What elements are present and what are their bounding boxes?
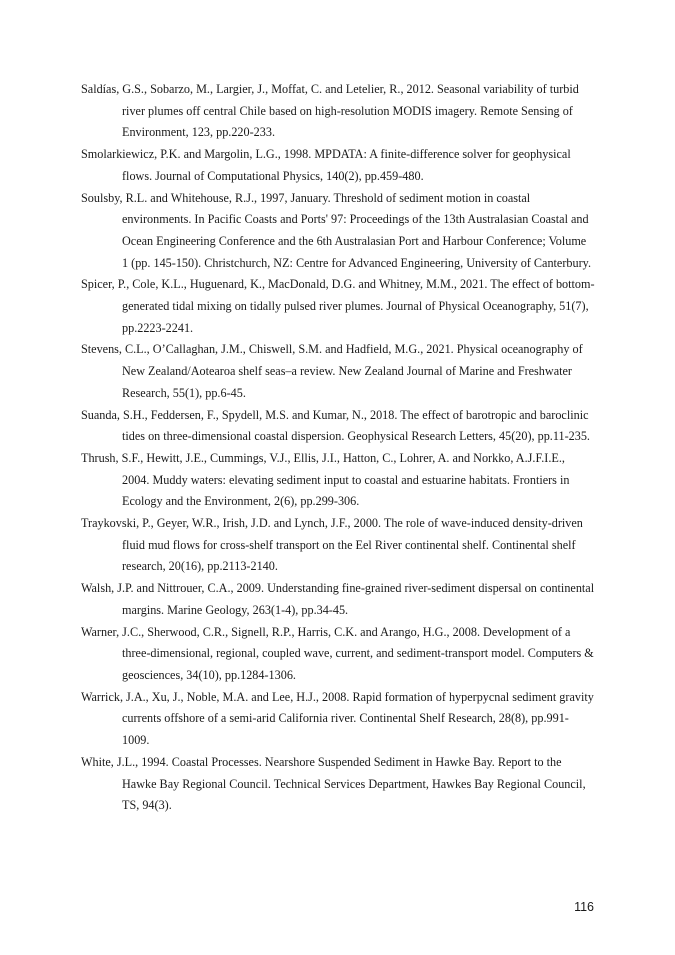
reference-entry: Smolarkiewicz, P.K. and Margolin, L.G., 1998. MPDATA: A finite-difference solver for geophysical flows. Journal of Computational Physics, 140(2), pp.459-480. <box>81 147 571 183</box>
reference-entry: Suanda, S.H., Feddersen, F., Spydell, M.S. and Kumar, N., 2018. The effect of barotropic and baroclinic tides on three-dimensional coastal dispersion. Geophysical Research Letters, 45(20), pp.11-235. <box>81 407 590 444</box>
reference-entry: Traykovski, P., Geyer, W.R., Irish, J.D. and Lynch, J.F., 2000. The role of wave-induced density-driven fluid mud flows for cross-shelf transport on the Eel River continental shelf. Continental shelf research, 20(16), pp.2113-2140. <box>81 516 583 574</box>
reference-entry: Warner, J.C., Sherwood, C.R., Signell, R.P., Harris, C.K. and Arango, H.G., 2008. Development of a three-dimensional, regional, coupled wave, current, and sediment-transport model. Computers & geosciences, 34(10), pp.1284-1306. <box>81 624 594 682</box>
reference-entry: Warrick, J.A., Xu, J., Noble, M.A. and Lee, H.J., 2008. Rapid formation of hyperpycnal sediment gravity currents offshore of a semi-arid California river. Continental Shelf Research, 28(8), pp.991-1009. <box>81 689 594 748</box>
reference-entry: Spicer, P., Cole, K.L., Huguenard, K., MacDonald, D.G. and Whitney, M.M., 2021. The effect of bottom-generated tidal mixing on tidally pulsed river plumes. Journal of Physical Oceanography, 51(7), pp.2223-2241. <box>81 277 595 335</box>
reference-list <box>81 79 595 817</box>
reference-entry: Stevens, C.L., O’Callaghan, J.M., Chiswell, S.M. and Hadfield, M.G., 2021. Physical oceanography of New Zealand/Aotearoa shelf seas–a review. New Zealand Journal of Marine and Freshwater Research, 55(1), pp.6-45. <box>81 342 583 400</box>
reference-entry: Walsh, J.P. and Nittrouer, C.A., 2009. Understanding fine-grained river-sediment dispersal on continental margins. Marine Geology, 263(1-4), pp.34-45. <box>81 581 595 617</box>
page-number: 116 <box>574 900 594 914</box>
reference-entry: Saldías, G.S., Sobarzo, M., Largier, J., Moffat, C. and Letelier, R., 2012. Seasonal variability of turbid river plumes off central Chile based on high-resolution MODIS imagery. Remote Sensing of Environment, 123, pp.220-233. <box>81 82 579 140</box>
reference-entry: White, J.L., 1994. Coastal Processes. Nearshore Suspended Sediment in Hawke Bay. Report to the Hawke Bay Regional Council. Technical Services Department, Hawkes Bay Regional Council, TS, 94(3). <box>81 754 586 813</box>
reference-entry: Soulsby, R.L. and Whitehouse, R.J., 1997, January. Threshold of sediment motion in coastal environments. In Pacific Coasts and Ports' 97: Proceedings of the 13th Australasian Coastal and Ocean Engineering Conference and the 6th Australasian Port and Harbour Conference; Volume 1 (pp. 145-150). Christchurch, NZ: Centre for Advanced Engineering, University of Canterbury. <box>81 190 591 270</box>
reference-entry: Thrush, S.F., Hewitt, J.E., Cummings, V.J., Ellis, J.I., Hatton, C., Lohrer, A. and Norkko, A.J.F.I.E., 2004. Muddy waters: elevating sediment input to coastal and estuarine habitats. Frontiers in Ecology and the Environment, 2(6), pp.299-306. <box>81 450 570 509</box>
